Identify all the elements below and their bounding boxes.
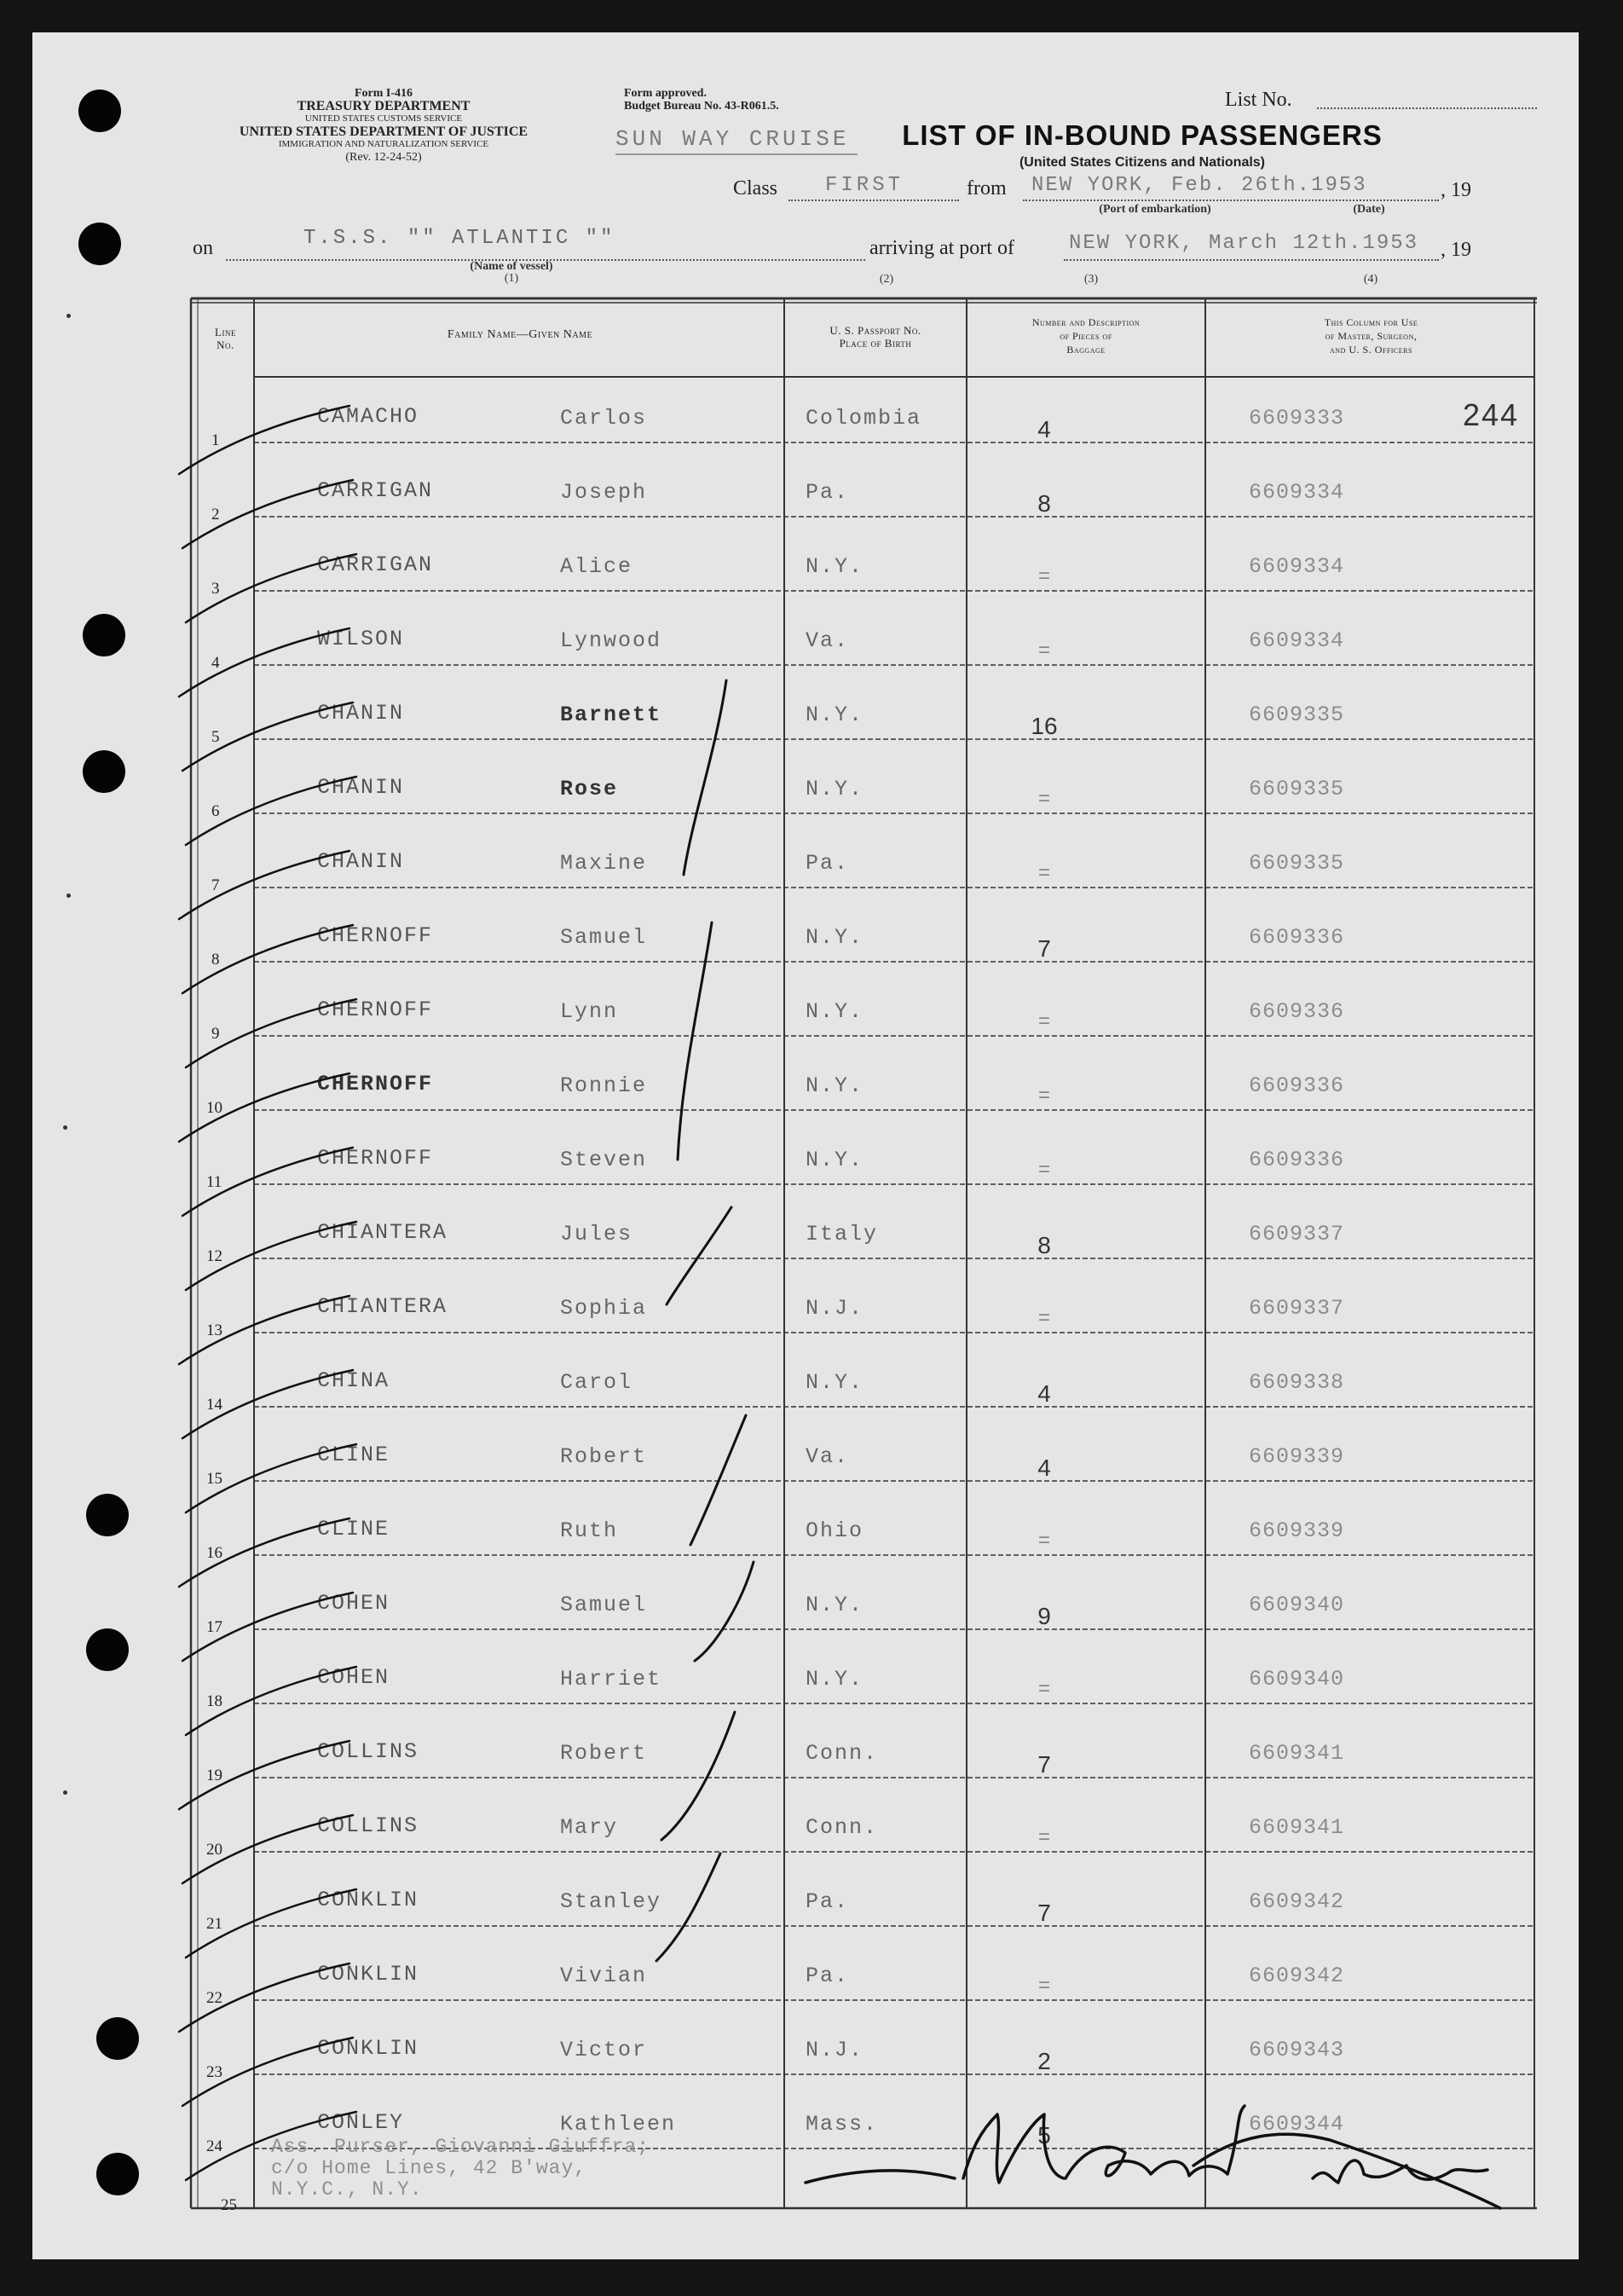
passenger-family-name: CARRIGAN [317,478,434,503]
passenger-birthplace: Pa. [806,1889,850,1914]
passenger-birthplace: Ohio [806,1518,864,1543]
list-number-label: List No. [1225,89,1292,111]
treasury-department: TREASURY DEPARTMENT [297,99,471,113]
line-number: 4 [211,654,220,672]
passenger-certificate-number: 6609334 [1249,554,1345,579]
table-row [0,1641,1623,1715]
table-row [0,677,1623,751]
passenger-baggage-count: = [1037,1974,1050,1997]
passenger-baggage-count: 16 [1031,713,1058,739]
passenger-given-name: Alice [560,554,633,579]
passenger-certificate-number: 6609339 [1249,1518,1345,1543]
passenger-given-name: Victor [560,2038,648,2062]
punch-hole [78,223,121,265]
line-number: 7 [211,876,220,894]
line-number: 1 [211,431,220,449]
passenger-family-name: WILSON [317,627,405,651]
col-header-officers-text: This Column for Use of Master, Surgeon, and U. S. Officers [1324,316,1418,356]
passenger-baggage-count: 2 [1037,2048,1051,2074]
punch-hole [78,90,121,132]
form-approval [624,87,779,113]
passenger-given-name: Maxine [560,851,648,876]
line-number: 22 [206,1989,222,2007]
column-number-2: (2) [879,273,894,286]
passenger-birthplace: N.Y. [806,1148,864,1172]
passenger-family-name: CONKLIN [317,1888,419,1912]
passenger-baggage-count: = [1037,787,1050,810]
line-number: 9 [211,1025,220,1043]
line-number-25: 25 [221,2196,237,2214]
purser-note: Ass. Purser, Giovanni Giuffra; c/o Home Lines, 42 B'way, N.Y.C., N.Y. [271,2136,650,2201]
line-number: 19 [206,1767,222,1784]
passenger-given-name: Steven [560,1148,648,1172]
passenger-family-name: CONKLIN [317,1962,419,1987]
page-title: LIST OF IN-BOUND PASSENGERS [902,119,1383,151]
passenger-family-name: CLINE [317,1517,390,1541]
passenger-baggage-count: = [1037,1529,1050,1552]
passenger-given-name: Mary [560,1815,619,1840]
line-number: 13 [206,1322,222,1339]
passenger-baggage-count: = [1037,1158,1050,1181]
line-number: 8 [211,951,220,969]
passenger-given-name: Joseph [560,480,648,505]
passenger-given-name: Jules [560,1222,633,1246]
passenger-family-name: CHINA [317,1368,390,1393]
passenger-given-name: Robert [560,1741,648,1766]
passenger-family-name: CHANIN [317,701,405,726]
port-caption: (Port of embarkation) [1099,203,1211,216]
passenger-baggage-count: 4 [1037,1380,1051,1407]
line-number: 20 [206,1841,222,1859]
passenger-certificate-number: 6609336 [1249,925,1345,950]
line-number: 14 [206,1396,222,1414]
passenger-given-name: Kathleen [560,2112,677,2137]
passenger-baggage-count: 4 [1037,1455,1051,1481]
passenger-baggage-count: = [1037,861,1050,884]
passenger-certificate-number: 6609335 [1249,851,1345,876]
column-number-3: (3) [1083,273,1099,286]
passenger-certificate-number: 6609337 [1249,1222,1345,1246]
passenger-birthplace: N.Y. [806,1073,864,1098]
passenger-baggage-count: 7 [1037,1751,1051,1778]
passenger-certificate-number: 6609336 [1249,1073,1345,1098]
table-row [0,974,1623,1048]
passenger-given-name: Vivian [560,1963,648,1988]
col-header-baggage [968,315,1204,356]
passenger-birthplace: Colombia [806,406,922,431]
passenger-baggage-count: 7 [1037,1900,1051,1926]
passenger-certificate-number: 6609342 [1249,1963,1345,1988]
passenger-certificate-number: 6609337 [1249,1296,1345,1321]
from-field [1023,200,1439,201]
passenger-birthplace: Pa. [806,851,850,876]
passenger-family-name: CAMACHO [317,404,419,429]
passenger-birthplace: N.Y. [806,925,864,950]
on-label: on [193,237,213,259]
table-row [0,1419,1623,1493]
arriving-label: arriving at port of [869,237,1014,259]
table-row [0,1790,1623,1864]
passenger-given-name: Samuel [560,1593,648,1617]
passenger-given-name: Rose [560,777,619,801]
passenger-given-name: Lynn [560,999,619,1024]
form-header-left [179,87,588,164]
col-header-officers [1207,315,1535,356]
passenger-birthplace: N.Y. [806,1593,864,1617]
list-number-field [1317,107,1537,109]
passenger-birthplace: N.J. [806,1296,864,1321]
passenger-given-name: Carol [560,1370,633,1395]
budget-bureau-number: Budget Bureau No. 43-R061.5. [624,100,779,113]
line-number: 10 [206,1099,222,1117]
passenger-birthplace: N.Y. [806,999,864,1024]
line-number: 18 [206,1692,222,1710]
passenger-given-name: Harriet [560,1667,662,1692]
passenger-family-name: COLLINS [317,1739,419,1764]
class-field [788,200,959,201]
table-row [0,529,1623,603]
passenger-given-name: Robert [560,1444,648,1469]
passenger-birthplace: N.Y. [806,1370,864,1395]
passenger-family-name: COLLINS [317,1813,419,1838]
table-row [0,1270,1623,1345]
passenger-family-name: COHEN [317,1591,390,1616]
passenger-certificate-number: 6609340 [1249,1593,1345,1617]
passenger-family-name: CONLEY [317,2110,405,2135]
passenger-certificate-number: 6609342 [1249,1889,1345,1914]
passenger-certificate-number: 6609338 [1249,1370,1345,1395]
table-row [0,1493,1623,1567]
date-caption: (Date) [1353,203,1385,216]
arrival-port-field [1064,259,1439,261]
customs-service: UNITED STATES CUSTOMS SERVICE [304,113,463,124]
passenger-birthplace: N.J. [806,2038,864,2062]
page-stamp-number: 244 [1463,397,1520,432]
vessel-caption-text: (Name of vessel) [470,260,553,273]
passenger-given-name: Samuel [560,925,648,950]
passenger-birthplace: Va. [806,628,850,653]
col-header-name-text: Family Name—Given Name [447,328,593,341]
passenger-certificate-number: 6609340 [1249,1667,1345,1692]
line-number: 24 [206,2137,222,2155]
class-value: FIRST [825,174,904,197]
col-header-name [256,327,784,341]
column-number-1: (1) [504,272,519,285]
table-row [0,1345,1623,1419]
passenger-birthplace: Va. [806,1444,850,1469]
immigration-service: IMMIGRATION AND NATURALIZATION SERVICE [278,139,489,149]
passenger-given-name: Lynwood [560,628,662,653]
vessel-caption [426,261,597,285]
table-row [0,2086,1623,2160]
table-row [0,603,1623,677]
form-number: Form I-416 [354,87,413,100]
passenger-certificate-number: 6609341 [1249,1741,1345,1766]
passenger-baggage-count: 8 [1037,490,1051,517]
passenger-birthplace: N.Y. [806,1667,864,1692]
col-header-baggage-text: Number and Description of Pieces of Baggage [1031,316,1141,356]
passenger-family-name: CHERNOFF [317,998,434,1022]
passenger-baggage-count: = [1037,1677,1050,1700]
table-row [0,454,1623,529]
vessel-value: T.S.S. "" ATLANTIC "" [303,227,615,250]
passenger-baggage-count: = [1037,1306,1050,1329]
passenger-certificate-number: 6609336 [1249,999,1345,1024]
passenger-birthplace: N.Y. [806,554,864,579]
table-row [0,1567,1623,1641]
passenger-certificate-number: 6609333 [1249,406,1345,431]
passenger-birthplace: N.Y. [806,777,864,801]
passenger-baggage-count: 4 [1037,416,1051,442]
form-revision: (Rev. 12-24-52) [345,151,422,164]
line-number: 6 [211,802,220,820]
col-header-passport-text: U. S. Passport No. Place of Birth [829,324,921,350]
year-suffix-1: , 19 [1441,179,1471,201]
line-number: 12 [206,1247,222,1265]
line-number: 17 [206,1618,222,1636]
passenger-birthplace: Pa. [806,1963,850,1988]
passenger-birthplace: Italy [806,1222,879,1246]
passenger-certificate-number: 6609335 [1249,777,1345,801]
table-row [0,1122,1623,1196]
passenger-certificate-number: 6609344 [1249,2112,1345,2137]
passenger-baggage-count: 8 [1037,1232,1051,1258]
passenger-baggage-count: 7 [1037,935,1051,962]
table-row [0,751,1623,825]
cruise-name: SUN WAY CRUISE [615,126,858,155]
passenger-family-name: CHERNOFF [317,923,434,948]
table-row [0,380,1623,454]
table-row [0,1715,1623,1790]
passenger-given-name: Carlos [560,406,648,431]
passenger-baggage-count: = [1037,564,1050,587]
passenger-family-name: CHIANTERA [317,1294,448,1319]
col-header-line-text: Line No. [215,326,236,351]
col-header-passport [786,324,965,350]
passenger-family-name: CHERNOFF [317,1146,434,1171]
passenger-baggage-count: = [1037,1825,1050,1848]
passenger-family-name: CHERNOFF [317,1072,434,1096]
passenger-family-name: CARRIGAN [317,552,434,577]
passenger-family-name: CONKLIN [317,2036,419,2061]
passenger-baggage-count: = [1037,1084,1050,1107]
table-row [0,2012,1623,2086]
from-label: from [967,177,1007,200]
arrival-port-value: NEW YORK, March 12th.1953 [1069,232,1419,255]
passenger-birthplace: Pa. [806,480,850,505]
passenger-birthplace: Conn. [806,1741,879,1766]
class-label: Class [733,177,778,200]
passenger-family-name: CHANIN [317,775,405,800]
page-subtitle: (United States Citizens and Nationals) [1019,155,1266,170]
passenger-certificate-number: 6609339 [1249,1444,1345,1469]
line-number: 2 [211,506,220,523]
table-row [0,899,1623,974]
line-number: 21 [206,1915,222,1933]
passenger-family-name: COHEN [317,1665,390,1690]
passenger-certificate-number: 6609343 [1249,2038,1345,2062]
line-number: 11 [206,1173,222,1191]
passenger-certificate-number: 6609334 [1249,480,1345,505]
line-number: 5 [211,728,220,746]
line-number: 16 [206,1544,222,1562]
form-approved-label: Form approved. [624,87,707,100]
passenger-family-name: CHANIN [317,849,405,874]
passenger-baggage-count: = [1037,639,1050,662]
passenger-birthplace: Conn. [806,1815,879,1840]
justice-department: UNITED STATES DEPARTMENT OF JUSTICE [239,124,528,139]
passenger-certificate-number: 6609336 [1249,1148,1345,1172]
passenger-given-name: Ruth [560,1518,619,1543]
table-row [0,1864,1623,1938]
line-number: 3 [211,580,220,598]
table-row [0,825,1623,899]
passenger-given-name: Barnett [560,703,662,727]
passenger-baggage-count: 5 [1037,2122,1051,2149]
line-number: 15 [206,1470,222,1488]
table-row [0,1938,1623,2012]
passenger-certificate-number: 6609334 [1249,628,1345,653]
embarkation-value: NEW YORK, Feb. 26th.1953 [1031,174,1367,197]
table-row [0,1048,1623,1122]
passenger-family-name: CLINE [317,1443,390,1467]
line-number: 23 [206,2063,222,2081]
passenger-certificate-number: 6609335 [1249,703,1345,727]
passenger-certificate-number: 6609341 [1249,1815,1345,1840]
passenger-given-name: Ronnie [560,1073,648,1098]
column-number-4: (4) [1363,273,1378,286]
passenger-birthplace: Mass. [806,2112,879,2137]
col-header-line [198,326,253,351]
passenger-birthplace: N.Y. [806,703,864,727]
passenger-given-name: Stanley [560,1889,662,1914]
year-suffix-2: , 19 [1441,239,1471,261]
passenger-baggage-count: = [1037,1009,1050,1032]
passenger-family-name: CHIANTERA [317,1220,448,1245]
passenger-baggage-count: 9 [1037,1603,1051,1629]
passenger-given-name: Sophia [560,1296,648,1321]
paper-speck [66,314,71,318]
table-row [0,1196,1623,1270]
